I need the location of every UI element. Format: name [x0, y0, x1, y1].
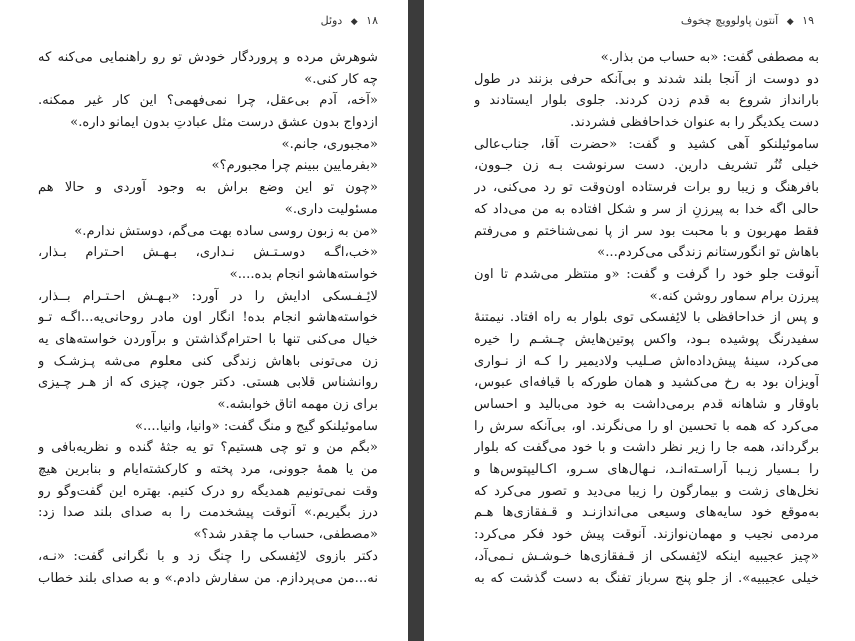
- left-page: [0, 0, 408, 641]
- text-line: «چیز عجیبیه اینکه لائِفسکی از قـفقازی‌ها خـوشـش نـمی‌آد،: [474, 548, 819, 564]
- text-line: حالی اگه خدا به پیرزنِ از سر و شکل افتاده به من می‌داد که: [474, 201, 819, 217]
- text-line: باهاش تو انگورستانم زندگی می‌کردم...»: [597, 245, 819, 261]
- page-text: [38, 47, 378, 589]
- text-line: «من به زبون روسی ساده بهت می‌گم، دوستش ندارم.»: [74, 223, 378, 239]
- text-line: باوقار و شاهانه قدم برمی‌داشت به خود می‌بالید و احساس: [474, 397, 819, 412]
- text-line: شوهرش مرده و پروردگار خودش تو رو راهنمایی می‌کنه که: [38, 50, 378, 65]
- text-line: برگرداند، همه جا را زیر نظر داشت و با خود می‌گفت که بلوار: [474, 440, 819, 456]
- text-line: من یا همۀ جوونی، مرد پخته و کارکشته‌ایام و بنابرین هیچ: [38, 462, 378, 478]
- running-title: دوئل: [320, 14, 343, 27]
- text-line: خیلی عجیبیه». از جلو پنج سرباز تفنگ به دست گذشت که به: [474, 570, 819, 586]
- text-line: چه کار کنی.»: [304, 71, 378, 87]
- text-line: نه...من می‌پردازم. من سفارش دادم.» و به صدای بلند خطاب: [38, 570, 378, 586]
- text-line: دست یکدیگر را به عنوان خداحافظی فشردند.: [570, 115, 819, 131]
- text-line: وقت نمی‌تونیم همدیگه رو درک کنیم. بهتره این گفت‌وگو رو: [38, 483, 378, 499]
- text-line: دو دوست از آنجا بلند شدند و بی‌آنکه حرفی بزنند در طول: [474, 71, 819, 87]
- text-line: می‌کرد، سینۀ پیش‌داده‌اش صـلیب ولادیمیر را کـه از نـواری: [474, 353, 819, 369]
- text-line: برای زن مهمه اتاق خوابشه.»: [217, 397, 378, 412]
- text-line: درز بگیریم.» آنوقت پیشخدمت را به صدای بلند صدا زد:: [38, 505, 378, 521]
- page-text: [474, 47, 819, 589]
- text-line: به مصطفی گفت: «به حساب من بذار.»: [600, 50, 819, 65]
- text-line: ازدواج بدون عشق درست مثل عبادتِ بدون ایمانو داره.»: [70, 115, 378, 131]
- text-line: روانشناس قلابی هستی. دکتر جون، چیزی که از هـر چـیزی: [38, 375, 378, 391]
- text-line: «چون تو این وضع براش به وجود آوردی و حالا هم: [38, 180, 378, 196]
- text-line: «مجبوری، جانم.»: [281, 136, 378, 152]
- text-line: سفیدرنگ پوشیده بـود، واکس پوتین‌هایش چـشـم را خیره: [474, 331, 819, 347]
- text-line: خیلی تُنُر تشریف دارین. دست سرنوشت بـه زن جـوون،: [474, 158, 819, 174]
- page-number: ۱۸: [366, 14, 378, 27]
- text-line: می‌کرد که همه با تحسین او را می‌نگرند. او، بی‌آنکه سرش را: [474, 418, 819, 434]
- text-line: مردمی نجیب و مهمان‌نوازند. آنوقت پیش خود فکر می‌کرد:: [474, 527, 819, 543]
- text-line: «مصطفی، حساب ما چقدر شد؟»: [193, 527, 378, 543]
- text-line: آویزان بود به رخ می‌کشید و همان طورکه با قیافه‌ای عبوس،: [474, 375, 819, 391]
- text-line: بارانداز شروع به قدم زدن کردند. جلوی بلوار ایستادند و: [474, 93, 819, 109]
- text-line: پیرزن برام سماور روشن کنه.»: [649, 288, 819, 304]
- text-line: لائِـفـسکی ادایش را در آورد: «بـهـش احـتـرام بــذار،: [38, 288, 378, 304]
- page-header: [474, 14, 814, 27]
- right-page: [424, 0, 855, 641]
- text-line: «بگم من و تو چی هستیم؟ تو یه جثۀ گنده و نظریه‌بافی و: [38, 440, 378, 456]
- text-line: به‌موقع خود سایه‌های وسیعی می‌اندازنـد و قـفقازی‌ها هـم: [474, 505, 819, 521]
- text-line: خیال می‌کنی تنها با احترام‌گذاشتن و برآوردن خواسته‌های یه: [38, 331, 378, 347]
- text-line: بافرهنگ و زیبا رو برات فرستاده اون‌وقت تو رد می‌کنی، در: [474, 180, 819, 196]
- text-line: فقط مهربون و با محبت بود سر از پا نمی‌شناختم و می‌رفتم: [474, 223, 819, 239]
- text-line: دکتر بازوی لائِفسکی را چنگ زد و با نگرانی گفت: «نـه،: [38, 548, 378, 564]
- diamond-separator-icon: ◆: [786, 17, 794, 27]
- running-title: آنتون پاولوویچ چخوف: [680, 14, 779, 27]
- text-line: زن می‌تونی باهاش زندگی کنی معلوم می‌شه پـزشـک و: [38, 353, 378, 369]
- page-header: [38, 14, 378, 27]
- diamond-separator-icon: ◆: [350, 17, 358, 27]
- book-spine: [408, 0, 424, 641]
- text-line: «خب،اگـه دوسـتـش نـداری، بـهـش احـترام بـذار،: [38, 245, 378, 261]
- text-line: «آخه، آدم بی‌عقل، چرا نمی‌فهمی؟ این کار غیر ممکنه.: [38, 93, 378, 109]
- text-line: مسئولیت داری.»: [284, 201, 378, 217]
- text-line: خواسته‌هاشو انجام بده! انگار اون مادر روحانی‌یه...اگـه تـو: [38, 310, 378, 326]
- text-line: نخل‌های زشت و بیمارگون را زیبا می‌دید و تصور می‌کرد که: [474, 483, 819, 499]
- text-line: «بفرمایین ببینم چرا مجبورم؟»: [211, 158, 378, 174]
- text-line: آنوقت جلو خود را گرفت و گفت: «و منتظر می‌شدم تا اون: [474, 266, 819, 282]
- text-line: خواسته‌هاشو انجام بده....»: [229, 266, 378, 282]
- text-line: ساموئیلنکو گیج و منگ گفت: «وانیا، وانیا....»: [134, 418, 378, 434]
- text-line: را بـسیار زیـبا آراسـته‌انـد، نـهال‌های سـرو، اکـالیپتوس‌ها و: [474, 462, 819, 478]
- text-line: و پس از خداحافظی با لائِفسکی توی بلوار به راه افتاد. نیمتنۀ: [474, 310, 819, 326]
- text-line: ساموئیلنکو آهی کشید و گفت: «حضرت آقا، جناب‌عالی: [474, 136, 819, 152]
- page-number: ۱۹: [802, 14, 814, 27]
